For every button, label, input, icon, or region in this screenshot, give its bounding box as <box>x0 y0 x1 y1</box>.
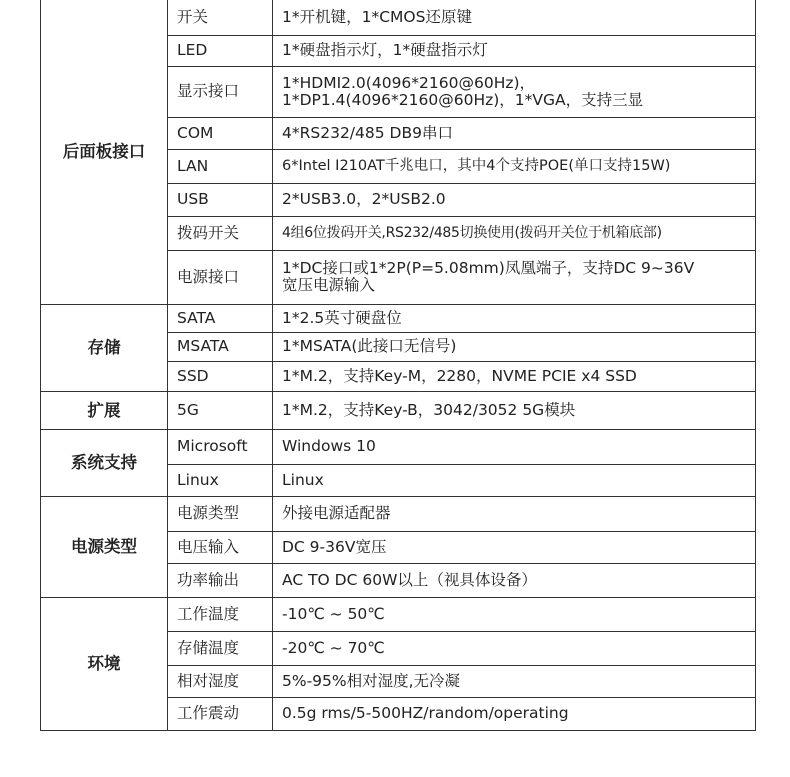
table-row <box>41 496 756 531</box>
table-row <box>41 0 756 35</box>
row-label: COM <box>168 117 273 149</box>
row-label: 相对湿度 <box>168 665 273 697</box>
row-label: LAN <box>168 149 273 183</box>
category-storage: 存储 <box>41 304 168 391</box>
row-label: 显示接口 <box>168 66 273 117</box>
row-value: 4组6位拨码开关,RS232/485切换使用(拨码开关位于机箱底部) <box>273 216 756 250</box>
category-rear-panel: 后面板接口 <box>41 0 168 304</box>
row-value: 4*RS232/485 DB9串口 <box>273 117 756 149</box>
table-row <box>41 429 756 464</box>
row-label: Linux <box>168 464 273 496</box>
row-label: LED <box>168 35 273 66</box>
row-label: 电源类型 <box>168 496 273 531</box>
row-label: 存储温度 <box>168 631 273 665</box>
row-value: 1*MSATA(此接口无信号) <box>273 332 756 361</box>
row-value: 1*M.2，支持Key-M，2280，NVME PCIE x4 SSD <box>273 361 756 391</box>
row-label: 电源接口 <box>168 250 273 304</box>
row-label: 功率输出 <box>168 563 273 597</box>
row-value: 2*USB3.0，2*USB2.0 <box>273 183 756 216</box>
row-label: SSD <box>168 361 273 391</box>
row-label: SATA <box>168 304 273 332</box>
row-label: 拨码开关 <box>168 216 273 250</box>
row-value: DC 9-36V宽压 <box>273 531 756 563</box>
row-label: Microsoft <box>168 429 273 464</box>
row-value: 外接电源适配器 <box>273 496 756 531</box>
row-label: MSATA <box>168 332 273 361</box>
row-value: 1*硬盘指示灯，1*硬盘指示灯 <box>273 35 756 66</box>
row-value: 1*M.2，支持Key-B，3042/3052 5G模块 <box>273 391 756 429</box>
row-label: 电压输入 <box>168 531 273 563</box>
row-label: 开关 <box>168 0 273 35</box>
row-label: 工作温度 <box>168 597 273 631</box>
row-value: 1*HDMI2.0(4096*2160@60Hz)， 1*DP1.4(4096*2160@60Hz)，1*VGA，支持三显 <box>273 66 756 117</box>
row-value: -20℃ ~ 70℃ <box>273 631 756 665</box>
row-value: 1*开机键，1*CMOS还原键 <box>273 0 756 35</box>
row-value: AC TO DC 60W以上（视具体设备） <box>273 563 756 597</box>
category-environment: 环境 <box>41 597 168 730</box>
row-value: 1*DC接口或1*2P(P=5.08mm)凤凰端子，支持DC 9~36V 宽压电源输入 <box>273 250 756 304</box>
category-expansion: 扩展 <box>41 391 168 429</box>
table-row <box>41 597 756 631</box>
row-value: 0.5g rms/5-500HZ/random/operating <box>273 697 756 730</box>
row-label: 5G <box>168 391 273 429</box>
table-row <box>41 304 756 332</box>
row-label: USB <box>168 183 273 216</box>
spec-table <box>40 0 756 731</box>
table-row <box>41 391 756 429</box>
row-value: 1*2.5英寸硬盘位 <box>273 304 756 332</box>
row-label: 工作震动 <box>168 697 273 730</box>
row-value: Windows 10 <box>273 429 756 464</box>
row-value: 6*Intel I210AT千兆电口，其中4个支持POE(单口支持15W) <box>273 149 756 183</box>
row-value: 5%-95%相对湿度,无冷凝 <box>273 665 756 697</box>
category-os-support: 系统支持 <box>41 429 168 496</box>
row-value: Linux <box>273 464 756 496</box>
category-power: 电源类型 <box>41 496 168 597</box>
row-value: -10℃ ~ 50℃ <box>273 597 756 631</box>
